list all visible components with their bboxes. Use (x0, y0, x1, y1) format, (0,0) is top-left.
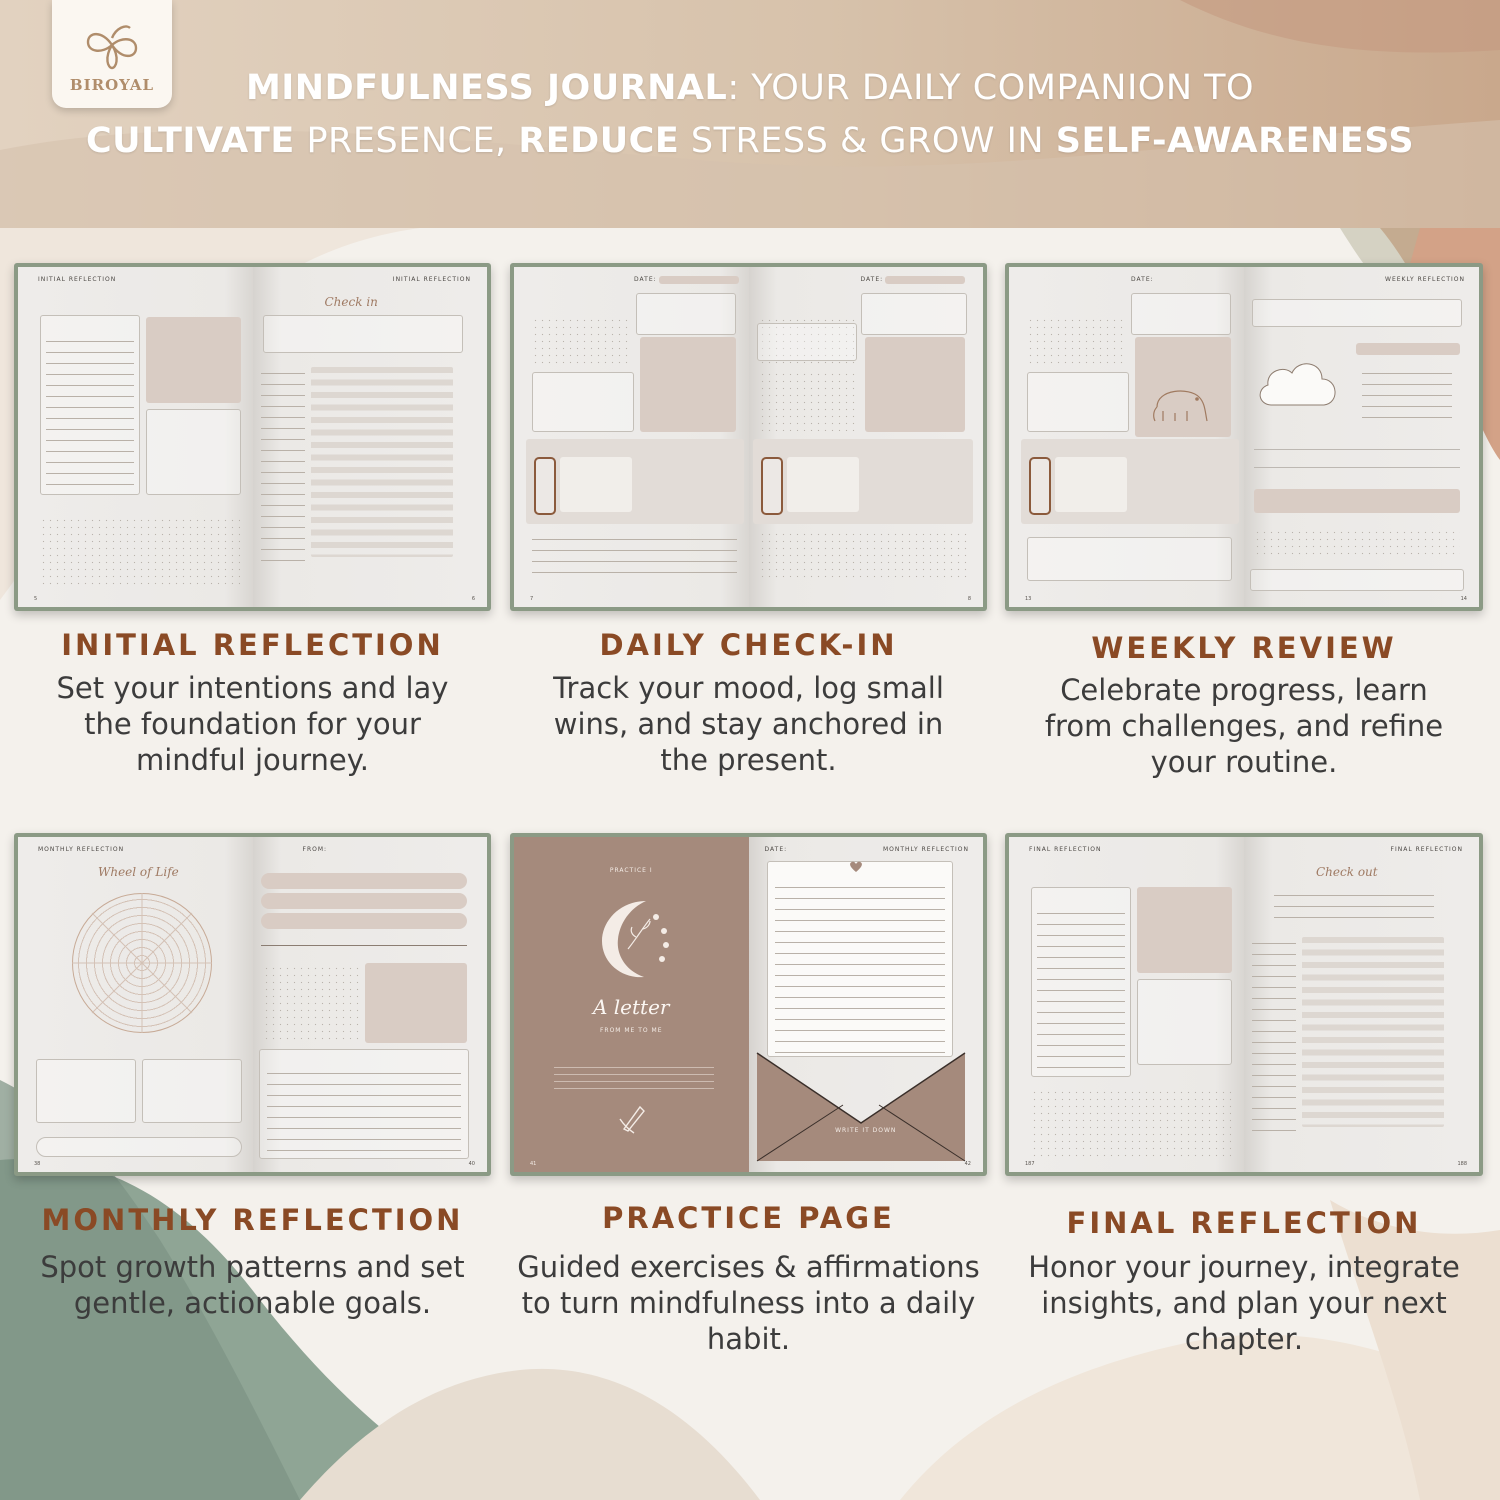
headline-stress: STRESS & GROW IN (679, 121, 1056, 161)
headline-reduce: REDUCE (518, 121, 680, 161)
why-box (787, 457, 859, 512)
headline-presence: PRESENCE, (294, 121, 519, 161)
date-field (659, 276, 739, 284)
page-number: 42 (964, 1161, 971, 1167)
affirmation-box (861, 293, 967, 335)
highlight-field (261, 893, 467, 909)
battery-icon (761, 457, 783, 515)
writing-lines (267, 1063, 461, 1153)
writing-lines (1037, 903, 1125, 1073)
headline-line-1 (0, 68, 1500, 108)
energy-panel (526, 439, 744, 524)
book-practice-page (510, 833, 987, 1176)
headline-bold-title: MINDFULNESS JOURNAL (245, 68, 728, 108)
page-number: 7 (530, 596, 534, 602)
battery-icon (1029, 457, 1051, 515)
envelope-icon (753, 1033, 969, 1165)
page-left (18, 267, 253, 607)
dot-grid (532, 317, 632, 367)
page-label: MONTHLY REFLECTION (882, 846, 969, 853)
book-final-reflection (1005, 833, 1483, 1176)
satisfied-box (36, 1059, 136, 1123)
page-right (253, 267, 488, 607)
dot-grid (759, 531, 969, 581)
energy-direction-box (1252, 299, 1462, 327)
answer-line (1254, 449, 1460, 450)
section-desc-weekly: Celebrate progress, learn from challenges, and refine your routine. (1044, 673, 1444, 779)
book-daily-check-in (510, 263, 987, 611)
page-label: DATE: (1131, 276, 1154, 283)
section-title-daily: DAILY CHECK-IN (599, 628, 898, 662)
page-number: 41 (530, 1161, 537, 1167)
instructions-box (263, 315, 463, 353)
headline-self-awareness: SELF-AWARENESS (1055, 121, 1415, 161)
section-title-weekly: WEEKLY REVIEW (1091, 631, 1397, 665)
write-it-down-text: WRITE IT DOWN (835, 1127, 897, 1134)
section-title-monthly: MONTHLY REFLECTION (41, 1203, 464, 1237)
dot-grid (1031, 1089, 1231, 1159)
moon-icon (584, 889, 680, 985)
page-number: 13 (1025, 596, 1032, 602)
dot-grid (759, 371, 859, 431)
answer-line (1254, 467, 1460, 468)
proud-box (365, 963, 467, 1043)
potential-box (142, 1059, 242, 1123)
page-right (1244, 267, 1479, 607)
section-desc-practice: Guided exercises & affirmations to turn mindfulness into a daily habit. (517, 1250, 980, 1356)
wheel-of-life-script: Wheel of Life (98, 865, 179, 879)
page-label: FROM: (302, 846, 328, 853)
proud-box (146, 409, 241, 495)
page-number: 187 (1025, 1161, 1035, 1167)
page-left (1009, 837, 1244, 1172)
section-desc-daily: Track your mood, log small wins, and stay anchored in the present. (553, 671, 944, 777)
page-number: 14 (1460, 596, 1467, 602)
page-left (514, 267, 749, 607)
category-labels (1252, 933, 1296, 1133)
battery-icon (534, 457, 556, 515)
date-label: DATE: (764, 846, 788, 853)
page-right (253, 837, 488, 1172)
section-desc-initial: Set your intentions and lay the foundation for your mindful journey. (56, 671, 449, 777)
date-field (885, 276, 965, 284)
page-number: 5 (34, 596, 38, 602)
dot-grid (1027, 317, 1127, 367)
letter-script: A letter (592, 995, 670, 1019)
page-left (514, 837, 749, 1172)
book-weekly-review (1005, 263, 1483, 611)
why-box (1055, 457, 1127, 512)
book-initial-reflection (14, 263, 491, 611)
page-right (749, 837, 984, 1172)
page-label: FINAL REFLECTION (1390, 846, 1463, 853)
section-title-initial: INITIAL REFLECTION (61, 628, 444, 662)
affirmation-box (636, 293, 736, 335)
page-left (1009, 267, 1244, 607)
pencil-icon (614, 1099, 650, 1135)
page-label: INITIAL REFLECTION (392, 276, 471, 283)
insights-box (1137, 887, 1232, 973)
section-title-practice: PRACTICE PAGE (602, 1201, 895, 1235)
quote-box (1250, 569, 1464, 591)
brand-name: BIROYAL (69, 76, 155, 94)
page-label: INITIAL REFLECTION (38, 276, 117, 283)
instructions-text (1274, 885, 1434, 919)
highlight-field (261, 873, 467, 889)
page-number: 40 (468, 1161, 475, 1167)
book-monthly-reflection (14, 833, 491, 1176)
dot-grid (263, 965, 359, 1041)
page-number: 8 (967, 596, 971, 602)
focus-goal-box (1027, 372, 1129, 432)
elephant-icon (1149, 377, 1213, 427)
focus-goal-box (532, 372, 634, 432)
proud-box (1137, 979, 1232, 1065)
page-number: 6 (471, 596, 475, 602)
energy-panel (1021, 439, 1239, 524)
page-right (1244, 837, 1479, 1172)
section-title-final: FINAL REFLECTION (1066, 1206, 1422, 1240)
why-box (560, 457, 632, 512)
writing-lines (46, 331, 134, 491)
scale-line (261, 945, 467, 946)
self-care-tracker (1362, 363, 1452, 423)
practice-label: PRACTICE I (609, 867, 653, 874)
letter-lines (775, 877, 945, 1053)
headline-rest: : YOUR DAILY COMPANION TO (727, 68, 1255, 108)
page-label: MONTHLY REFLECTION (38, 846, 125, 853)
mood-tracker-bars (1302, 937, 1444, 1127)
headline-cultivate: CULTIVATE (85, 121, 295, 161)
headline-line-2 (0, 121, 1500, 161)
highlight-field (261, 913, 467, 929)
page-label: FINAL REFLECTION (1029, 846, 1102, 853)
new-beginning-box (865, 337, 965, 432)
section-desc-final: Honor your journey, integrate insights, and plan your next chapter. (1028, 1250, 1460, 1356)
page-label: WEEKLY REFLECTION (1385, 276, 1465, 283)
health-box (1027, 537, 1232, 581)
cloud-icon (1252, 349, 1342, 417)
mindfulness-box (146, 317, 241, 403)
affirmation-box (1131, 293, 1231, 335)
heart-icon (849, 861, 863, 873)
writing-lines (532, 529, 737, 573)
page-left (18, 837, 253, 1172)
section-desc-monthly: Spot growth patterns and set gentle, actionable goals. (40, 1250, 465, 1320)
true-to-myself-box (640, 337, 736, 432)
knot-logo-icon (82, 18, 142, 72)
focus-goal-box (757, 323, 857, 361)
header-shapes (0, 0, 1500, 228)
check-in-script: Check in (324, 295, 378, 309)
mood-tracker-bars (311, 367, 453, 557)
focus-box (36, 1137, 242, 1157)
one-word-field (1356, 343, 1460, 355)
page-number: 188 (1457, 1161, 1467, 1167)
instructions-text (554, 1061, 714, 1093)
page-right (749, 267, 984, 607)
page-label: DATE: (634, 276, 657, 283)
dot-grid (40, 517, 240, 587)
from-me-to-me: FROM ME TO ME (599, 1027, 663, 1034)
wheel-spokes (72, 893, 212, 1033)
page-number: 38 (34, 1161, 41, 1167)
answer-box (1254, 489, 1460, 513)
dot-grid (1254, 529, 1460, 555)
energy-panel (753, 439, 973, 524)
category-labels (261, 363, 305, 563)
check-out-script: Check out (1316, 865, 1378, 879)
page-label: DATE: (860, 276, 884, 283)
